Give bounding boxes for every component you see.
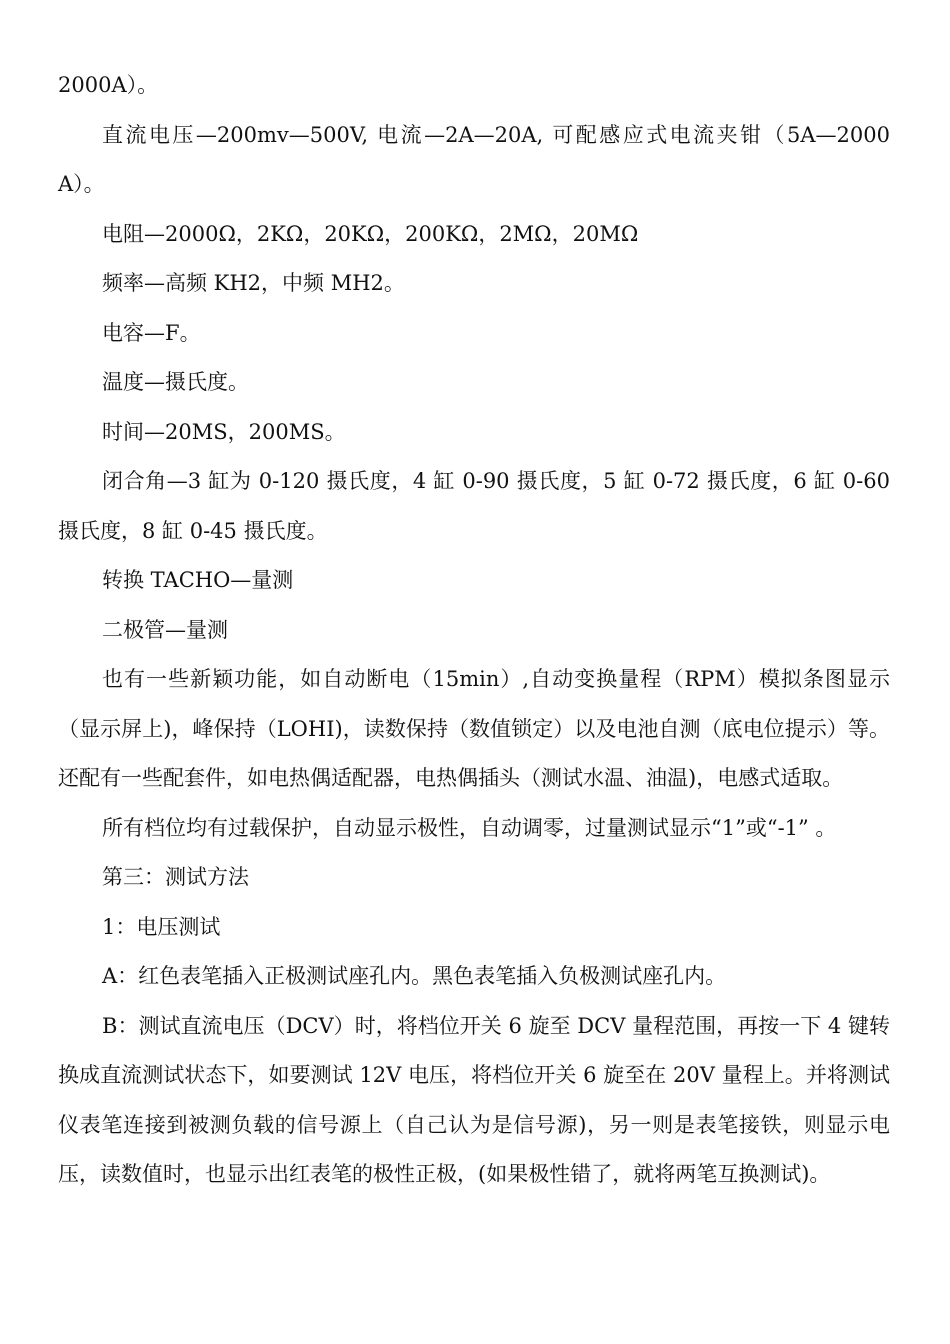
paragraph-step-b: B：测试直流电压（DCV）时，将档位开关 6 旋至 DCV 量程范围，再按一下 4 键转换成直流测试状态下，如要测试 12V 电压，将档位开关 6 旋至在 20V 量程上。并将测试仪表笔连接到被测负载的信号源上（自己认为是信号源)，另一则是表笔接铁，则显示电压，读数值时，也显示出红表笔的极性正极，(如果极性错了，就将两笔互换测试)。 bbox=[58, 1013, 890, 1186]
paragraph-tacho-spec: 转换 TACHO—量测 bbox=[102, 568, 294, 592]
section-heading-test-methods: 第三：测试方法 bbox=[102, 865, 249, 889]
paragraph-dc-voltage-spec: 直流电压—200mv—500V, 电流—2A—20A, 可配感应式电流夹钳（5A—2000A）。 bbox=[58, 122, 890, 196]
paragraph-frequency-spec: 频率—高频 KH2，中频 MH2。 bbox=[102, 271, 405, 295]
paragraph-diode-spec: 二极管—量测 bbox=[102, 617, 228, 642]
paragraph-time-spec: 时间—20MS，200MS。 bbox=[102, 419, 346, 444]
paragraph-dwell-angle-spec: 闭合角—3 缸为 0-120 摄氏度，4 缸 0-90 摄氏度，5 缸 0-72 摄氏度，6 缸 0-60 摄氏度，8 缸 0-45 摄氏度。 bbox=[58, 469, 890, 543]
paragraph-features: 也有一些新颖功能，如自动断电（15min）,自动变换量程（RPM）模拟条图显示（显示屏上)，峰保持（LOHI)，读数保持（数值锁定）以及电池自测（底电位提示）等。还配有一些配套件，如电热偶适配器，电热偶插头（测试水温、油温)，电感式适取。 bbox=[58, 667, 890, 790]
paragraph-continuation: 2000A）。 bbox=[58, 73, 159, 97]
document-page bbox=[58, 61, 890, 1200]
subsection-heading-voltage-test: 1：电压测试 bbox=[102, 914, 221, 939]
paragraph-protection: 所有档位均有过载保护，自动显示极性，自动调零，过量测试显示“1”或“-1” 。 bbox=[102, 815, 837, 840]
paragraph-resistance-spec: 电阻—2000Ω，2KΩ，20KΩ，200KΩ，2MΩ，20MΩ bbox=[102, 221, 639, 246]
paragraph-step-a: A：红色表笔插入正极测试座孔内。黑色表笔插入负极测试座孔内。 bbox=[102, 964, 727, 988]
paragraph-capacitance-spec: 电容—F。 bbox=[102, 320, 201, 345]
paragraph-temperature-spec: 温度—摄氏度。 bbox=[102, 370, 249, 394]
